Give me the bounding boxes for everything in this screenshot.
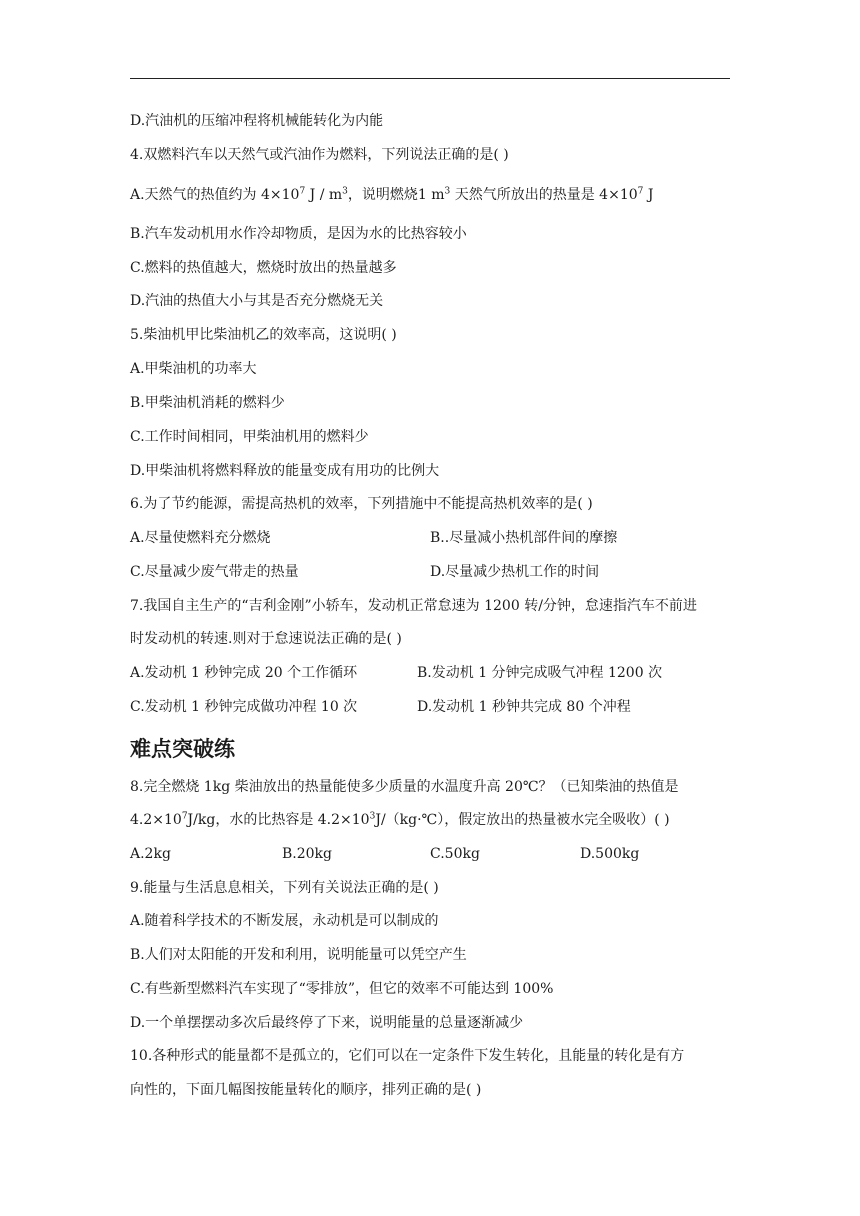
- option-c-q6: C.尽量减少废气带走的热量: [130, 564, 299, 580]
- question-8-line-1: 8.完全燃烧 1kg 柴油放出的热量能使多少质量的水温度升高 20℃？（已知柴油的热值是: [130, 779, 679, 795]
- question-7-line-2: 时发动机的转速.则对于怠速说法正确的是( ): [130, 631, 402, 647]
- section-heading: 难点突破练: [130, 737, 235, 761]
- option-c-q4: C.燃料的热值越大，燃烧时放出的热量越多: [130, 260, 397, 276]
- option-d-q6: D.尽量减少热机工作的时间: [430, 564, 600, 580]
- option-a-q4: A.天然气的热值约为 $4\times 10^7$ J / $m^3$，说明燃烧1 $m^3$ 天然气所放出的热量是 $4\times 10^7$ J: [130, 186, 654, 203]
- option-a-q9: A.随着科学技术的不断发展，永动机是可以制成的: [130, 913, 439, 929]
- option-c-q9: C.有些新型燃料汽车实现了“零排放”，但它的效率不可能达到 100%: [130, 981, 554, 997]
- option-b-q6: B..尽量减小热机部件间的摩擦: [430, 530, 618, 546]
- question-10-line-1: 10.各种形式的能量都不是孤立的，它们可以在一定条件下发生转化，且能量的转化是有方: [130, 1048, 685, 1064]
- option-d-q8: D.500kg: [580, 846, 640, 862]
- option-a-q7: A.发动机 1 秒钟完成 20 个工作循环: [130, 665, 358, 681]
- option-d-q7: D.发动机 1 秒钟共完成 80 个冲程: [417, 699, 631, 715]
- option-b-q7: B.发动机 1 分钟完成吸气冲程 1200 次: [417, 665, 663, 681]
- option-c-q8: C.50kg: [430, 846, 480, 862]
- option-b-q5: B.甲柴油机消耗的燃料少: [130, 395, 285, 411]
- question-4: 4.双燃料汽车以天然气或汽油作为燃料，下列说法正确的是( ): [130, 147, 509, 163]
- question-5: 5.柴油机甲比柴油机乙的效率高，这说明( ): [130, 327, 397, 343]
- question-8-line-2: $4.2\times 10^7J/kg$，水的比热容是 $4.2\times 10^3J/(kg\cdot℃)$，假定放出的热量被水完全吸收）( ): [130, 811, 670, 828]
- question-7-line-1: 7.我国自主生产的“吉利金刚”小轿车，发动机正常怠速为 1200 转/分钟，怠速指汽车不前进: [130, 598, 697, 614]
- option-a-q8: A.2kg: [130, 846, 171, 862]
- option-c-q5: C.工作时间相同，甲柴油机用的燃料少: [130, 429, 369, 445]
- option-d-q3: D.汽油机的压缩冲程将机械能转化为内能: [130, 113, 384, 129]
- question-10-line-2: 向性的，下面几幅图按能量转化的顺序，排列正确的是( ): [130, 1082, 482, 1098]
- option-b-q8: B.20kg: [282, 846, 332, 862]
- option-b-q9: B.人们对太阳能的开发和利用，说明能量可以凭空产生: [130, 947, 467, 963]
- question-9: 9.能量与生活息息相关，下列有关说法正确的是( ): [130, 880, 439, 896]
- option-d-q4: D.汽油的热值大小与其是否充分燃烧无关: [130, 293, 384, 309]
- option-a-q6: A.尽量使燃料充分燃烧: [130, 530, 271, 546]
- option-a-q5: A.甲柴油机的功率大: [130, 361, 257, 377]
- header-rule: [130, 78, 730, 79]
- option-b-q4: B.汽车发动机用水作冷却物质，是因为水的比热容较小: [130, 226, 467, 242]
- option-c-q7: C.发动机 1 秒钟完成做功冲程 10 次: [130, 699, 358, 715]
- option-d-q5: D.甲柴油机将燃料释放的能量变成有用功的比例大: [130, 463, 440, 479]
- option-d-q9: D.一个单摆摆动多次后最终停了下来，说明能量的总量逐渐减少: [130, 1015, 524, 1031]
- question-6: 6.为了节约能源，需提高热机的效率，下列措施中不能提高热机效率的是( ): [130, 496, 593, 512]
